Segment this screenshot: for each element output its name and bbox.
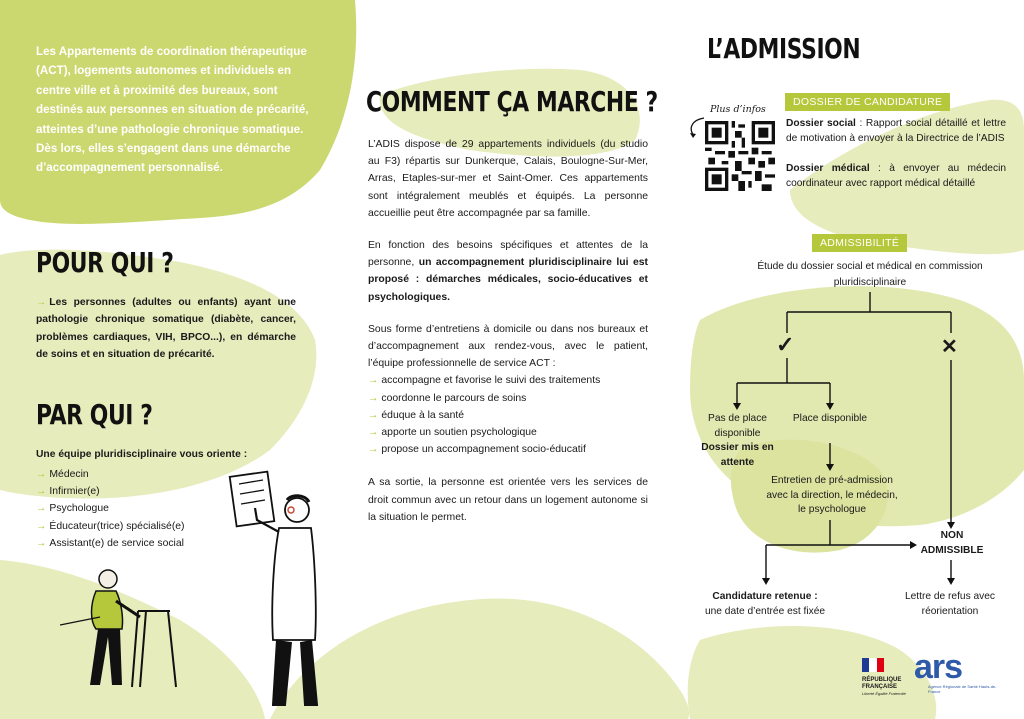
- bottom-mid-blob: [270, 598, 689, 719]
- place-dispo-text: Place disponible: [792, 413, 868, 424]
- dossier-badge: DOSSIER DE CANDIDATURE: [785, 93, 950, 111]
- list-item-label: apporte un soutien psychologique: [381, 427, 537, 439]
- comment-paragraph-4: A sa sortie, la personne est orientée vers les services de droit commun avec un retour dans un logement autonome si la situation le permet.: [368, 477, 648, 523]
- list-item-label: coordonne le parcours de soins: [381, 392, 527, 404]
- arrow-icon: →: [36, 520, 47, 532]
- republique-devise: Liberté Égalité Fraternité: [862, 691, 906, 696]
- dossier-attente-label: Dossier mis en attente: [701, 442, 774, 468]
- list-item: [36, 500, 236, 517]
- list-item: [36, 535, 236, 552]
- dossier-social: [786, 117, 1006, 146]
- comment-paragraph-2-bold: un accompagnement pluridisciplinaire lui est proposé : démarches médicales, socio-éducatives et psychologiques.: [368, 257, 649, 303]
- doctor-illustration: [215, 470, 325, 715]
- arrow-icon: →: [36, 537, 47, 549]
- pas-de-place-text: [690, 412, 785, 470]
- arrow-icon: →: [368, 409, 379, 421]
- admissibilite-badge: ADMISSIBILITÉ: [812, 234, 907, 252]
- comment-title: COMMENT ÇA MARCHE ?: [366, 85, 658, 118]
- list-item: [36, 483, 236, 500]
- elderly-walker-illustration: [60, 565, 190, 695]
- list-item: [36, 518, 236, 535]
- plus-infos-label: Plus d’infos: [710, 104, 766, 115]
- list-item-label: accompagne et favorise le suivi des traitements: [381, 375, 601, 387]
- republique-label: RÉPUBLIQUE FRANÇAISE: [862, 677, 902, 690]
- arrow-icon: →: [368, 392, 379, 404]
- qr-code-icon[interactable]: [705, 121, 775, 191]
- dossier-medical-text: : à envoyer au médecin coordinateur avec rapport médical détaillé: [786, 163, 1006, 189]
- retenue-detail: une date d’entrée est fixée: [704, 605, 826, 617]
- ars-subtitle: Agence Régionale de Santé Hauts-de-France: [928, 684, 997, 694]
- arrow-icon: →: [36, 469, 47, 480]
- check-icon: ✓: [776, 332, 795, 357]
- republique-logo: [862, 658, 908, 696]
- retenue-label: Candidature retenue :: [712, 591, 818, 602]
- left-blob: [0, 250, 316, 499]
- comment-paragraph-3: Sous forme d’entretiens à domicile ou dans nos bureaux et d’accompagnement aux rendez-vous, avec le patient, l’équipe professionnelle de service ACT :: [368, 323, 648, 370]
- list-item-label: Médecin: [49, 469, 89, 480]
- list-item: [36, 466, 236, 483]
- non-admissible-text: NON ADMISSIBLE: [920, 530, 984, 556]
- ars-wordmark: ars: [914, 648, 963, 686]
- pour-qui-title: POUR QUI ?: [36, 246, 174, 279]
- par-qui-lead: Une équipe pluridisciplinaire vous oriente :: [36, 449, 248, 460]
- dossier-social-text: : Rapport social détaillé et lettre de motivation à envoyer à la Directrice de l’ADIS: [786, 118, 1006, 144]
- comment-paragraph-2-start: En fonction des besoins spécifiques et attentes de la personne,: [368, 240, 648, 269]
- entretien-text: Entretien de pré-admission avec la direction, le médecin, le psychologue: [766, 475, 898, 516]
- pour-qui-text-body: Les personnes (adultes ou enfants) ayant une pathologie chronique somatique (diabète, cancer, problèmes cardiaques, VIH, BPCO...), en démarche de soins et en situation de précarité.: [36, 297, 296, 361]
- list-item: [368, 372, 648, 389]
- pas-de-place-label: Pas de place disponible: [708, 413, 767, 439]
- dossier-medical-label: Dossier médical: [786, 163, 870, 174]
- admission-title: L’ADMISSION: [707, 32, 861, 65]
- par-qui-title: PAR QUI ?: [36, 398, 153, 431]
- refus-text: Lettre de refus avec réorientation: [904, 591, 996, 617]
- arrow-icon: →: [368, 375, 379, 387]
- comment-paragraph-1: L’ADIS dispose de 29 appartements individuels (du studio au F3) répartis sur Dunkerque, Calais, Boulogne-Sur-Mer, Arras, Etaples-sur-mer et Saint-Omer. Ces appartements sont intégralement meublés et équipés. La personne accueillie peut être accompagnée par sa famille.: [368, 139, 648, 219]
- arrow-icon: →: [368, 444, 379, 456]
- list-item-label: Psychologue: [49, 503, 109, 515]
- list-item: [368, 407, 648, 424]
- arrow-icon: →: [368, 427, 379, 439]
- list-item-label: propose un accompagnement socio-éducatif: [381, 444, 586, 456]
- list-item: [368, 424, 648, 441]
- cross-icon: ✕: [941, 336, 958, 358]
- list-item-label: Assistant(e) de service social: [49, 537, 184, 549]
- retenue-text: [690, 590, 840, 619]
- comment-paragraph-2: [368, 237, 648, 306]
- dossier-medical: [786, 162, 1006, 191]
- marianne-icon: [862, 658, 884, 672]
- arrow-icon: →: [36, 503, 47, 515]
- list-item: [368, 441, 648, 458]
- par-qui-list: [36, 466, 236, 552]
- arrow-icon: →: [36, 486, 47, 498]
- list-item-label: Infirmier(e): [49, 486, 100, 498]
- intro-text: Les Appartements de coordination thérapeutique (ACT), logements autonomes et individuels en centre ville et à proximité des bureaux, sont destinés aux personnes en situation de précarité, atteintes d’une pathologie chronique somatique. Dès lors, elles s’engagent dans une démarche d’accompagnement personnalisé.: [36, 45, 309, 175]
- arrow-icon: →: [36, 297, 47, 308]
- list-item-label: Éducateur(trice) spécialisé(e): [49, 520, 185, 532]
- ars-logo: [914, 650, 998, 694]
- list-item-label: éduque à la santé: [381, 409, 465, 421]
- dossier-social-label: Dossier social: [786, 118, 856, 129]
- comment-list: [368, 372, 648, 458]
- list-item: [368, 390, 648, 407]
- comment-body: [368, 136, 648, 541]
- etude-text: Étude du dossier social et médical en commission pluridisciplinaire: [757, 261, 983, 288]
- pour-qui-text: [36, 294, 296, 364]
